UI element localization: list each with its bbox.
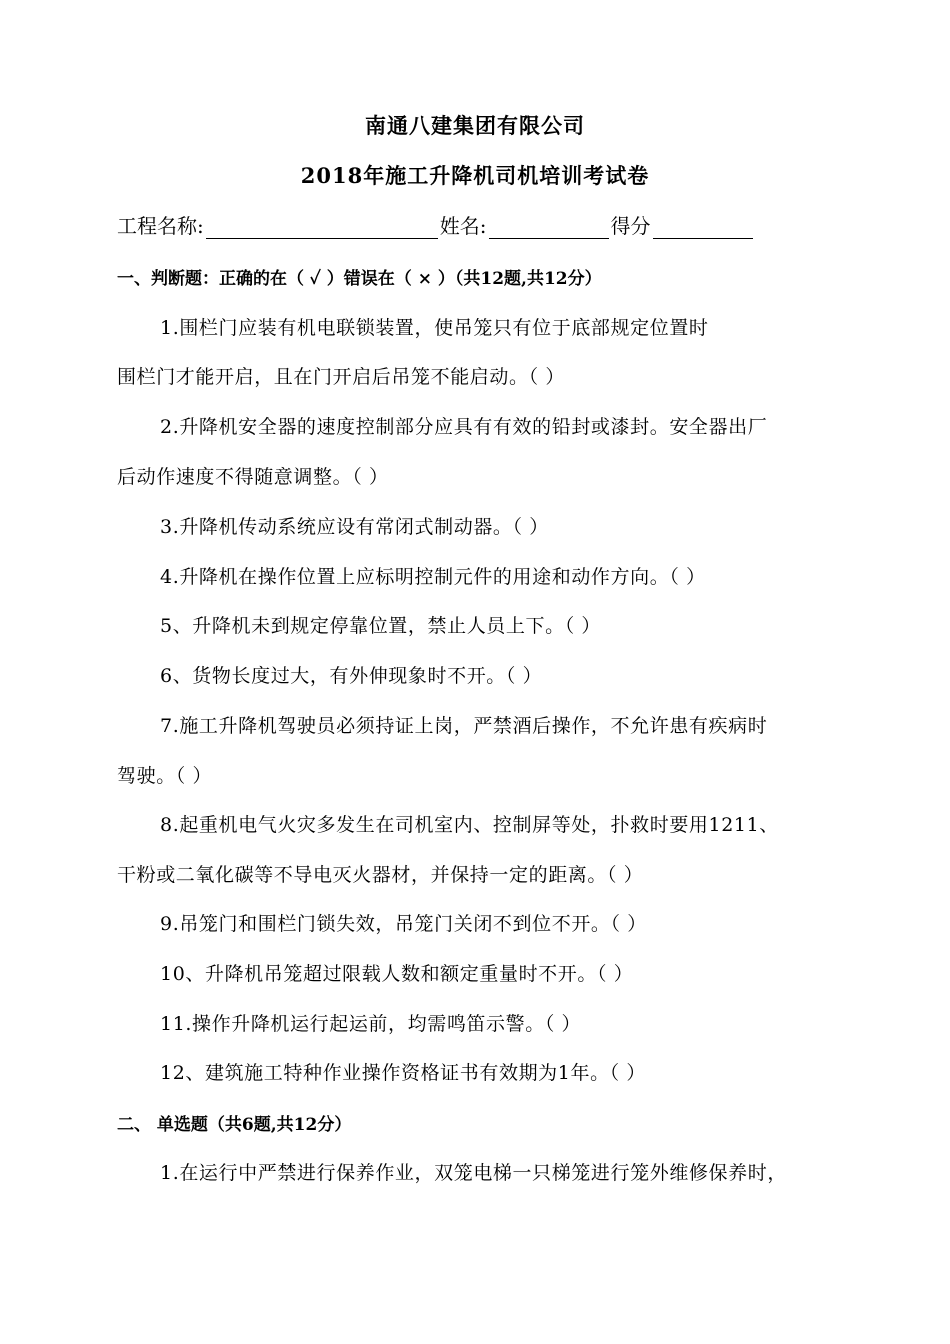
question-line: 1.围栏门应装有机电联锁装置，使吊笼只有位于底部规定位置时 — [160, 317, 709, 339]
score-label: 得分 — [610, 214, 651, 238]
question-line: 1.在运行中严禁进行保养作业，双笼电梯一只梯笼进行笼外维修保养时， — [160, 1162, 787, 1184]
question-line: 4.升降机在操作位置上应标明控制元件的用途和动作方向。（ ） — [160, 566, 706, 588]
question-line: 驾驶。（ ） — [117, 765, 213, 787]
question-line: 3.升降机传动系统应设有常闭式制动器。（ ） — [160, 516, 549, 538]
question-line: 11.操作升降机运行起运前，均需鸣笛示警。（ ） — [160, 1013, 582, 1035]
question-line: 8.起重机电气火灾多发生在司机室内、控制屏等处，扑救时要用1211、 — [160, 814, 779, 836]
question-line: 9.吊笼门和围栏门锁失效，吊笼门关闭不到位不开。（ ） — [160, 913, 647, 935]
question-line: 后动作速度不得随意调整。（ ） — [117, 466, 389, 488]
section-single-choice-heading: 二、 单选题（共6题,共12分） — [117, 1115, 352, 1135]
project-name-field[interactable] — [206, 216, 438, 239]
name-label: 姓名: — [439, 214, 487, 238]
project-label: 工程名称: — [117, 214, 204, 238]
section-true-false-heading: 一、判断题：正确的在（ ✓ ）错误在（ × ）（共12题,共12分） — [117, 269, 602, 289]
question-line: 12、建筑施工特种作业操作资格证书有效期为1年。（ ） — [160, 1062, 647, 1084]
name-field[interactable] — [489, 216, 609, 239]
question-line: 围栏门才能开启，且在门开启后吊笼不能启动。（ ） — [117, 366, 565, 388]
question-line: 5、升降机未到规定停靠位置，禁止人员上下。（ ） — [160, 615, 602, 637]
question-line: 7.施工升降机驾驶员必须持证上岗，严禁酒后操作，不允许患有疾病时 — [160, 715, 768, 737]
company-name: 南通八建集团有限公司 — [365, 113, 585, 138]
exam-title: 2018年施工升降机司机培训考试卷 — [300, 163, 650, 188]
question-line: 10、升降机吊笼超过限载人数和额定重量时不开。（ ） — [160, 963, 634, 985]
question-line: 2.升降机安全器的速度控制部分应具有有效的铅封或漆封。安全器出厂 — [160, 416, 768, 438]
question-line: 6、货物长度过大，有外伸现象时不开。（ ） — [160, 665, 543, 687]
score-field[interactable] — [653, 216, 753, 239]
question-line: 干粉或二氧化碳等不导电灭火器材，并保持一定的距离。（ ） — [117, 864, 644, 886]
exam-info-row — [117, 210, 837, 239]
